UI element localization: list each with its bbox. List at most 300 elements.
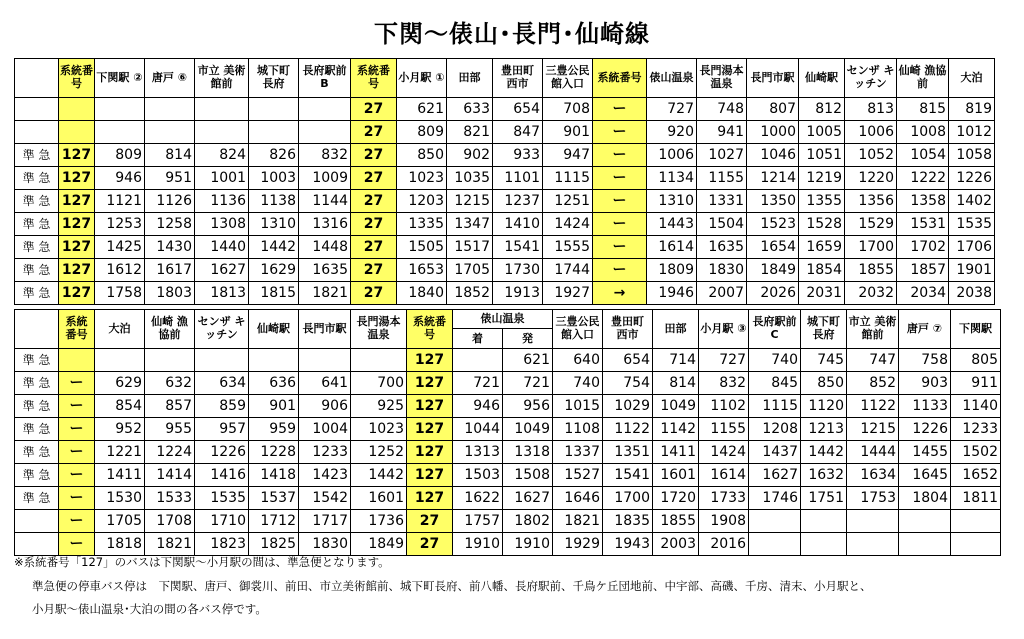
- time-cell: 1830: [299, 533, 351, 556]
- header-cell: センザ キッチン: [845, 59, 897, 98]
- header-cell: 市立 美術館前: [847, 310, 899, 349]
- depart-label: 発: [522, 332, 533, 345]
- time-cell: [249, 349, 299, 372]
- header-cell: 唐戸 ⑥: [145, 59, 195, 98]
- time-cell: 832: [299, 144, 351, 167]
- time-cell: 1222: [897, 167, 949, 190]
- time-cell: [749, 533, 801, 556]
- time-cell: 1601: [351, 487, 407, 510]
- time-cell: 1233: [951, 418, 1001, 441]
- header-cell: 仙崎駅: [799, 59, 845, 98]
- time-cell: 1710: [195, 510, 249, 533]
- time-cell: 127: [407, 372, 453, 395]
- time-cell: 920: [647, 121, 697, 144]
- time-cell: 127: [407, 395, 453, 418]
- service-type: 準 急: [15, 167, 59, 190]
- time-cell: 1418: [249, 464, 299, 487]
- time-cell: 2007: [697, 282, 747, 305]
- note-line-1: ※系統番号「127」のバスは下関駅〜小月駅の間は、準急便となります。: [14, 555, 390, 569]
- page-title: 下関〜俵山･長門･仙崎線: [374, 20, 650, 48]
- time-cell: 1313: [453, 441, 503, 464]
- time-cell: 708: [543, 98, 593, 121]
- time-cell: 1555: [543, 236, 593, 259]
- time-cell: 1440: [195, 236, 249, 259]
- time-cell: 957: [195, 418, 249, 441]
- time-cell: 901: [543, 121, 593, 144]
- time-cell: 1347: [447, 213, 493, 236]
- time-cell: 832: [699, 372, 749, 395]
- time-cell: 1015: [553, 395, 603, 418]
- time-cell: 1601: [653, 464, 699, 487]
- time-cell: 1533: [145, 487, 195, 510]
- time-cell: 1617: [145, 259, 195, 282]
- time-cell: 1712: [249, 510, 299, 533]
- header-cell: 小月駅 ①: [397, 59, 447, 98]
- header-cell: 豊田町 西市: [603, 310, 653, 349]
- time-cell: ー: [593, 121, 647, 144]
- time-cell: 636: [249, 372, 299, 395]
- time-cell: 2026: [747, 282, 799, 305]
- time-cell: 2016: [699, 533, 749, 556]
- time-cell: 1402: [949, 190, 995, 213]
- header-cell: 城下町 長府: [801, 310, 847, 349]
- time-cell: 1529: [845, 213, 897, 236]
- table-row: [15, 236, 995, 259]
- time-cell: 714: [653, 349, 699, 372]
- time-cell: [249, 98, 299, 121]
- time-cell: 1634: [847, 464, 899, 487]
- time-cell: 127: [59, 236, 95, 259]
- time-cell: 1541: [493, 236, 543, 259]
- time-cell: 1629: [249, 259, 299, 282]
- time-cell: 1142: [653, 418, 699, 441]
- time-cell: 1541: [603, 464, 653, 487]
- time-cell: 1023: [351, 418, 407, 441]
- time-cell: 1508: [503, 464, 553, 487]
- time-cell: 1700: [603, 487, 653, 510]
- service-type: 準 急: [15, 190, 59, 213]
- time-cell: 740: [553, 372, 603, 395]
- time-cell: 1308: [195, 213, 249, 236]
- time-cell: 700: [351, 372, 407, 395]
- time-cell: [95, 98, 145, 121]
- service-type: [15, 510, 59, 533]
- time-cell: 1527: [553, 464, 603, 487]
- time-cell: 955: [145, 418, 195, 441]
- time-cell: 1058: [949, 144, 995, 167]
- header-cell: 豊田町 西市: [493, 59, 543, 98]
- time-cell: 1208: [749, 418, 801, 441]
- header-cell: 系統番号: [593, 59, 647, 98]
- time-cell: 633: [447, 98, 493, 121]
- time-cell: ー: [59, 510, 95, 533]
- time-cell: 1535: [195, 487, 249, 510]
- time-cell: 1121: [95, 190, 145, 213]
- time-cell: 1505: [397, 236, 447, 259]
- time-cell: 632: [145, 372, 195, 395]
- time-cell: 1102: [699, 395, 749, 418]
- time-cell: 1444: [847, 441, 899, 464]
- time-cell: 721: [503, 372, 553, 395]
- time-cell: ー: [59, 487, 95, 510]
- time-cell: [801, 510, 847, 533]
- time-cell: 1849: [351, 533, 407, 556]
- time-cell: 1226: [195, 441, 249, 464]
- time-cell: 901: [249, 395, 299, 418]
- time-cell: 621: [397, 98, 447, 121]
- time-cell: 959: [249, 418, 299, 441]
- time-cell: 127: [59, 190, 95, 213]
- time-cell: 1351: [603, 441, 653, 464]
- time-cell: 1821: [145, 533, 195, 556]
- time-cell: 629: [95, 372, 145, 395]
- time-cell: 748: [697, 98, 747, 121]
- time-cell: 1910: [503, 533, 553, 556]
- time-cell: 1717: [299, 510, 351, 533]
- time-cell: ー: [593, 259, 647, 282]
- time-cell: 1652: [951, 464, 1001, 487]
- header-cell: 唐戸 ⑦: [899, 310, 951, 349]
- time-cell: 27: [351, 98, 397, 121]
- time-cell: 27: [407, 510, 453, 533]
- service-type: 準 急: [15, 441, 59, 464]
- header-cell: 城下町 長府: [249, 59, 299, 98]
- time-cell: 1430: [145, 236, 195, 259]
- time-cell: 1700: [845, 236, 897, 259]
- time-cell: 1627: [195, 259, 249, 282]
- time-cell: 1720: [653, 487, 699, 510]
- time-cell: 2003: [653, 533, 699, 556]
- time-cell: 824: [195, 144, 249, 167]
- time-cell: 1910: [453, 533, 503, 556]
- time-cell: 809: [95, 144, 145, 167]
- time-cell: 906: [299, 395, 351, 418]
- time-cell: ー: [59, 372, 95, 395]
- header-cell: 系統 番号: [59, 310, 95, 349]
- time-cell: 1414: [145, 464, 195, 487]
- time-cell: 1751: [801, 487, 847, 510]
- time-cell: 1455: [899, 441, 951, 464]
- time-cell: 1122: [603, 418, 653, 441]
- time-cell: 127: [59, 282, 95, 305]
- time-cell: 1005: [799, 121, 845, 144]
- time-cell: 1437: [749, 441, 801, 464]
- time-cell: 911: [951, 372, 1001, 395]
- time-cell: 1126: [145, 190, 195, 213]
- time-cell: 814: [145, 144, 195, 167]
- time-cell: 1627: [749, 464, 801, 487]
- header-cell: 系統番号: [407, 310, 453, 349]
- service-type: 準 急: [15, 144, 59, 167]
- service-type: 準 急: [15, 259, 59, 282]
- header-cell: 長門湯本 温泉: [351, 310, 407, 349]
- time-cell: 1821: [299, 282, 351, 305]
- header-cell: 仙崎 漁協前: [145, 310, 195, 349]
- header-cell: 俵山温泉: [647, 59, 697, 98]
- time-cell: 1051: [799, 144, 845, 167]
- time-cell: 1035: [447, 167, 493, 190]
- time-cell: 1155: [697, 167, 747, 190]
- time-cell: 1133: [899, 395, 951, 418]
- time-cell: 27: [351, 213, 397, 236]
- time-cell: 1337: [553, 441, 603, 464]
- time-cell: ー: [59, 464, 95, 487]
- time-cell: 27: [407, 533, 453, 556]
- time-cell: 1809: [647, 259, 697, 282]
- time-cell: 1746: [749, 487, 801, 510]
- time-cell: 1818: [95, 533, 145, 556]
- note-line-3: 小月駅〜俵山温泉･大泊の間の各バス停です。: [32, 602, 267, 616]
- time-cell: 946: [453, 395, 503, 418]
- time-cell: 1226: [899, 418, 951, 441]
- time-cell: [847, 510, 899, 533]
- time-cell: 1226: [949, 167, 995, 190]
- time-cell: 857: [145, 395, 195, 418]
- time-cell: 1203: [397, 190, 447, 213]
- time-cell: 1442: [801, 441, 847, 464]
- header-cell: 長門湯本 温泉: [697, 59, 747, 98]
- time-cell: 621: [503, 349, 553, 372]
- time-cell: 1253: [95, 213, 145, 236]
- time-cell: ー: [593, 98, 647, 121]
- time-cell: 821: [447, 121, 493, 144]
- time-cell: 1029: [603, 395, 653, 418]
- time-cell: 1530: [95, 487, 145, 510]
- table-row: [15, 441, 1001, 464]
- time-cell: [951, 533, 1001, 556]
- time-cell: 1733: [699, 487, 749, 510]
- time-cell: 1757: [453, 510, 503, 533]
- time-cell: 1214: [747, 167, 799, 190]
- time-cell: 1705: [447, 259, 493, 282]
- header-cell: 下関駅: [951, 310, 1001, 349]
- header-cell: 長府駅前 B: [299, 59, 351, 98]
- time-cell: 1424: [543, 213, 593, 236]
- time-cell: 1108: [553, 418, 603, 441]
- time-cell: 654: [603, 349, 653, 372]
- time-cell: 27: [351, 236, 397, 259]
- time-cell: 1423: [299, 464, 351, 487]
- time-cell: 1803: [145, 282, 195, 305]
- time-cell: 1736: [351, 510, 407, 533]
- service-type: 準 急: [15, 464, 59, 487]
- time-cell: 819: [949, 98, 995, 121]
- time-cell: 27: [351, 144, 397, 167]
- time-cell: 1646: [553, 487, 603, 510]
- time-cell: 902: [447, 144, 493, 167]
- time-cell: 1821: [553, 510, 603, 533]
- header-cell: [15, 59, 59, 98]
- time-cell: ー: [59, 418, 95, 441]
- time-cell: 1946: [647, 282, 697, 305]
- time-cell: 2034: [897, 282, 949, 305]
- time-cell: 1855: [845, 259, 897, 282]
- time-cell: 634: [195, 372, 249, 395]
- time-cell: 127: [59, 167, 95, 190]
- time-cell: 1825: [249, 533, 299, 556]
- time-cell: 809: [397, 121, 447, 144]
- time-cell: [95, 349, 145, 372]
- service-type: [15, 533, 59, 556]
- time-cell: 1730: [493, 259, 543, 282]
- time-cell: 814: [653, 372, 699, 395]
- time-cell: 1654: [747, 236, 799, 259]
- time-cell: 1140: [951, 395, 1001, 418]
- service-type: [15, 98, 59, 121]
- time-cell: 1823: [195, 533, 249, 556]
- time-cell: 1012: [949, 121, 995, 144]
- time-cell: 640: [553, 349, 603, 372]
- time-cell: [59, 349, 95, 372]
- service-type: 準 急: [15, 487, 59, 510]
- time-cell: [299, 349, 351, 372]
- time-cell: ー: [593, 213, 647, 236]
- time-cell: [195, 121, 249, 144]
- time-cell: 1531: [897, 213, 949, 236]
- header-cell: [15, 310, 59, 349]
- time-cell: 127: [407, 464, 453, 487]
- time-cell: [195, 98, 249, 121]
- table-row: [15, 349, 1001, 372]
- time-cell: 1310: [647, 190, 697, 213]
- table-row: [15, 487, 1001, 510]
- time-cell: 1901: [949, 259, 995, 282]
- time-cell: 826: [249, 144, 299, 167]
- time-cell: 27: [351, 282, 397, 305]
- time-cell: 1645: [899, 464, 951, 487]
- arrive-label: 着: [453, 329, 503, 348]
- time-cell: 1744: [543, 259, 593, 282]
- time-cell: 1443: [647, 213, 697, 236]
- time-cell: 27: [351, 167, 397, 190]
- table-row: [15, 372, 1001, 395]
- time-cell: ー: [593, 167, 647, 190]
- time-cell: 812: [799, 98, 845, 121]
- time-cell: 1046: [747, 144, 799, 167]
- header-cell: 仙崎駅: [249, 310, 299, 349]
- time-cell: 1612: [95, 259, 145, 282]
- time-cell: 845: [749, 372, 801, 395]
- time-cell: [899, 533, 951, 556]
- time-cell: 721: [453, 372, 503, 395]
- time-cell: 1852: [447, 282, 493, 305]
- time-cell: 933: [493, 144, 543, 167]
- timetable-outbound: [14, 58, 995, 305]
- time-cell: 1614: [699, 464, 749, 487]
- time-cell: 1252: [351, 441, 407, 464]
- time-cell: [951, 510, 1001, 533]
- time-cell: 1416: [195, 464, 249, 487]
- header-cell: 大泊: [949, 59, 995, 98]
- time-cell: 1504: [697, 213, 747, 236]
- time-cell: 946: [95, 167, 145, 190]
- time-cell: 859: [195, 395, 249, 418]
- time-cell: [847, 533, 899, 556]
- time-cell: 1653: [397, 259, 447, 282]
- header-cell: 系統番号: [59, 59, 95, 98]
- time-cell: 1144: [299, 190, 351, 213]
- note-line-2: 準急便の停車バス停は 下関駅、唐戸、御裳川、前田、市立美術館前、城下町長府、前八幡、長府駅前、千鳥ケ丘団地前、中宇部、高磯、千房、清末、小月駅と、: [32, 579, 872, 593]
- time-cell: 2038: [949, 282, 995, 305]
- time-cell: 947: [543, 144, 593, 167]
- time-cell: 1802: [503, 510, 553, 533]
- time-cell: 758: [899, 349, 951, 372]
- time-cell: 1318: [503, 441, 553, 464]
- time-cell: 1908: [699, 510, 749, 533]
- time-cell: 1849: [747, 259, 799, 282]
- time-cell: 1316: [299, 213, 351, 236]
- time-cell: 1023: [397, 167, 447, 190]
- time-cell: 1815: [249, 282, 299, 305]
- time-cell: 956: [503, 395, 553, 418]
- header-cell: 三豊公民 館入口: [553, 310, 603, 349]
- time-cell: ー: [593, 190, 647, 213]
- time-cell: 854: [95, 395, 145, 418]
- service-type: 準 急: [15, 282, 59, 305]
- time-cell: 1410: [493, 213, 543, 236]
- time-cell: 1004: [299, 418, 351, 441]
- header-group-tawarayama: [453, 310, 553, 349]
- table-row: [15, 167, 995, 190]
- header-cell: 長府駅前 C: [749, 310, 801, 349]
- time-cell: 1000: [747, 121, 799, 144]
- time-cell: 1542: [299, 487, 351, 510]
- time-cell: 1358: [897, 190, 949, 213]
- time-cell: 1758: [95, 282, 145, 305]
- time-cell: 1006: [647, 144, 697, 167]
- time-cell: [145, 121, 195, 144]
- time-cell: 127: [407, 487, 453, 510]
- time-cell: 1537: [249, 487, 299, 510]
- time-cell: ー: [59, 533, 95, 556]
- time-cell: 1702: [897, 236, 949, 259]
- time-cell: 1027: [697, 144, 747, 167]
- header-cell: 系統番号: [351, 59, 397, 98]
- time-cell: 813: [845, 98, 897, 121]
- time-cell: 1310: [249, 213, 299, 236]
- time-cell: 2031: [799, 282, 845, 305]
- time-cell: 1411: [95, 464, 145, 487]
- table-row: [15, 121, 995, 144]
- time-cell: [59, 121, 95, 144]
- time-cell: ー: [59, 395, 95, 418]
- time-cell: 1215: [847, 418, 899, 441]
- time-cell: 1355: [799, 190, 845, 213]
- time-cell: 1913: [493, 282, 543, 305]
- time-cell: [59, 98, 95, 121]
- time-cell: ー: [59, 441, 95, 464]
- time-cell: [249, 121, 299, 144]
- timetable-inbound: [14, 309, 1001, 556]
- time-cell: 951: [145, 167, 195, 190]
- time-cell: 1813: [195, 282, 249, 305]
- time-cell: 925: [351, 395, 407, 418]
- time-cell: 1424: [699, 441, 749, 464]
- time-cell: 1138: [249, 190, 299, 213]
- time-cell: 1115: [749, 395, 801, 418]
- time-cell: [299, 98, 351, 121]
- time-cell: 1929: [553, 533, 603, 556]
- time-cell: 127: [59, 259, 95, 282]
- time-cell: 1003: [249, 167, 299, 190]
- time-cell: 1350: [747, 190, 799, 213]
- time-cell: 815: [897, 98, 949, 121]
- time-cell: 1854: [799, 259, 845, 282]
- time-cell: 1237: [493, 190, 543, 213]
- time-cell: [145, 98, 195, 121]
- time-cell: ー: [593, 236, 647, 259]
- time-cell: [453, 349, 503, 372]
